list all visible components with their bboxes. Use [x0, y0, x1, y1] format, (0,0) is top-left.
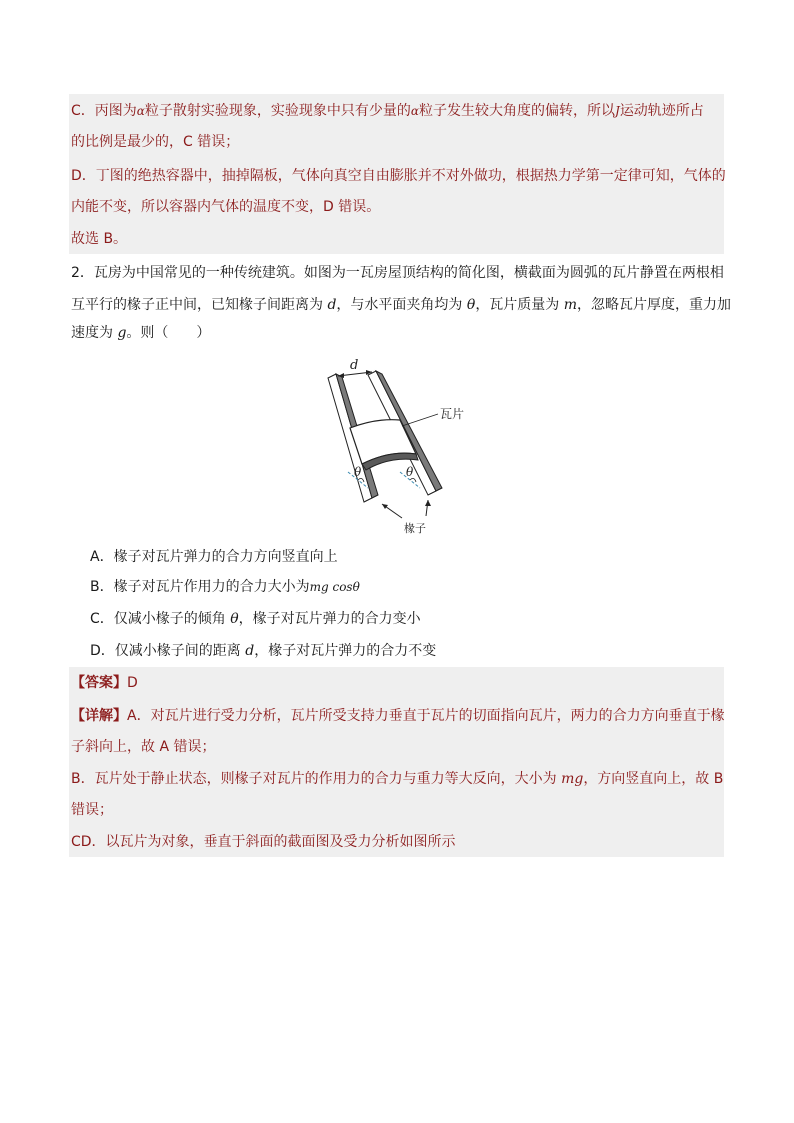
explanation-cd-line: CD．以瓦片为对象，垂直于斜面的截面图及受力分析如图所示: [71, 834, 456, 850]
theta-label-right: θ: [406, 465, 414, 479]
answer-value: D: [127, 675, 138, 691]
option-d: D．仅减小椽子间的距离 d，椽子对瓦片弹力的合力不变: [90, 643, 437, 659]
answer-label: 【答案】: [71, 675, 127, 691]
d-label: d: [350, 358, 359, 373]
explanation-a-line2: 子斜向上，故 A 错误；: [71, 739, 216, 755]
tile-label: 瓦片: [440, 407, 465, 421]
rafter-arrowhead-left: [382, 504, 388, 509]
explanation-a-line1: 【详解】A．对瓦片进行受力分析，瓦片所受支持力垂直于瓦片的切面指向瓦片，两力的合力方向垂直于椽: [71, 708, 725, 724]
rafter-arrowhead-right: [425, 500, 431, 506]
explanation-b-line2: 错误；: [71, 802, 113, 818]
tile-leader: [402, 414, 438, 426]
analysis-c-line2: 的比例是最少的，C 错误；: [71, 134, 240, 150]
option-a: A．椽子对瓦片弹力的合力方向竖直向上: [90, 549, 338, 565]
explanation-b-line1: B．瓦片处于静止状态，则椽子对瓦片的作用力的合力与重力等大反向，大小为 mg，方向竖直向上，故 B: [71, 771, 724, 787]
theta-label-left: θ: [354, 465, 362, 479]
explanation-label: 【详解】: [71, 708, 127, 724]
question-line1: 2．瓦房为中国常见的一种传统建筑。如图为一瓦房屋顶结构的简化图，横截面为圆弧的瓦片静置在两根相: [71, 265, 724, 281]
solution-shade: [69, 667, 724, 857]
rafter-label: 椽子: [404, 522, 426, 535]
analysis-c-line1: C．丙图为α粒子散射实验现象，实验现象中只有少量的α粒子发生较大角度的偏转，所以J运动轨迹所占: [71, 103, 704, 119]
question-line2: 互平行的椽子正中间，已知椽子间距离为 d，与水平面夹角均为 θ，瓦片质量为 m，忽略瓦片厚度，重力加: [71, 297, 732, 313]
question-line3: 速度为 g。则（ ）: [71, 325, 211, 341]
option-c: C．仅减小椽子的倾角 θ，椽子对瓦片弹力的合力变小: [90, 611, 421, 627]
analysis-d-line1: D．丁图的绝热容器中，抽掉隔板，气体向真空自由膨胀并不对外做功，根据热力学第一定律可知，气体的: [71, 168, 726, 184]
roof-tile-figure: [320, 358, 480, 538]
analysis-d-line2: 内能不变，所以容器内气体的温度不变，D 错误。: [71, 199, 381, 215]
answer-line: [71, 673, 138, 693]
option-b: B．椽子对瓦片作用力的合力大小为mg cosθ: [90, 579, 360, 595]
analysis-conclusion: 故选 B。: [71, 231, 128, 247]
